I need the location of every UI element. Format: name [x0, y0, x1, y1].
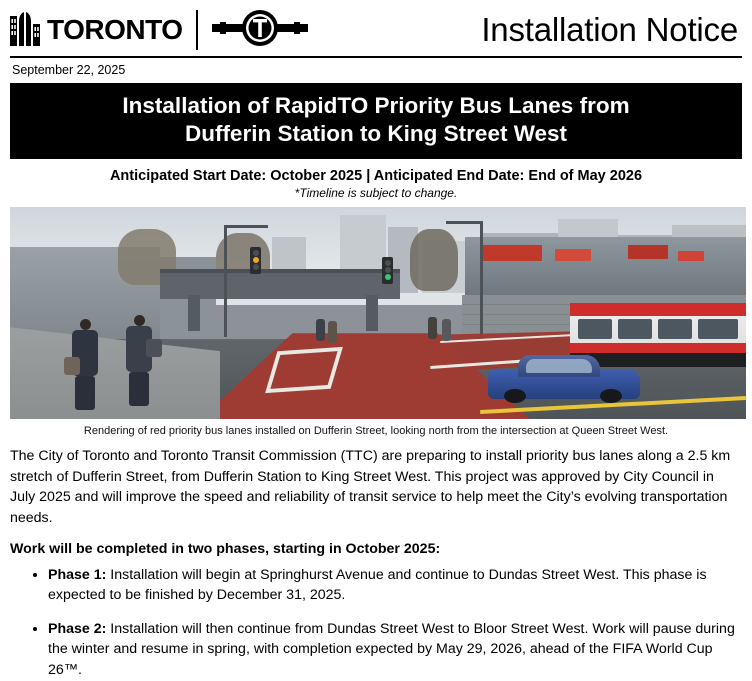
phase-2-label: Phase 2: — [48, 620, 107, 637]
overpass-support — [366, 295, 378, 331]
car-wheel — [600, 389, 622, 403]
pedestrian — [428, 317, 437, 339]
storefront-sign — [628, 245, 668, 259]
pedestrian-backpack — [146, 339, 162, 357]
timeline-disclaimer: *Timeline is subject to change. — [294, 186, 458, 201]
list-item — [48, 619, 744, 681]
streetcar-red-stripe — [570, 303, 746, 316]
pedestrian-head — [80, 319, 91, 330]
signal-arm — [446, 221, 482, 224]
traffic-signal — [250, 247, 261, 274]
page-title: Installation Notice — [481, 11, 738, 48]
pedestrian-legs — [75, 376, 95, 410]
city-of-toronto-logo — [10, 10, 182, 51]
traffic-signal — [382, 257, 393, 284]
streetcar-window — [578, 319, 612, 339]
toronto-wordmark: TORONTO — [47, 14, 183, 45]
document-header — [8, 0, 744, 56]
header-divider — [196, 10, 198, 50]
pedestrian — [328, 321, 337, 343]
signal-red — [253, 250, 259, 256]
pedestrian — [442, 319, 451, 341]
signal-red — [385, 260, 391, 266]
signal-green — [385, 274, 391, 280]
phase-2-text: Installation will then continue from Dundas Street West to Bloor Street West. Work will pause during the winter and resume in spring, with completion expected by May 29, 2026, ahead of the FIFA World Cup 26™. — [48, 620, 735, 678]
blue-car — [488, 355, 640, 401]
ttc-roundel-icon — [212, 8, 308, 53]
streetcar-red-stripe — [570, 343, 746, 353]
overpass-support — [188, 295, 200, 331]
anticipated-dates: Anticipated Start Date: October 2025 | Anticipated End Date: End of May 2026 — [109, 168, 643, 185]
phase-1-label: Phase 1: — [48, 566, 107, 583]
toronto-city-hall-icon — [10, 10, 40, 51]
rendering-figure — [10, 207, 742, 446]
list-item — [48, 565, 744, 606]
streetcar-window — [618, 319, 652, 339]
notice-banner — [10, 83, 742, 159]
signal-arm — [224, 225, 268, 228]
publication-date: September 22, 2025 — [12, 63, 126, 77]
phase-1-text: Installation will begin at Springhurst Avenue and continue to Dundas Street West. This phase is expected to be finished by December 31, 2025. — [48, 566, 707, 604]
banner-line-1: Installation of RapidTO Priority Bus Lanes from — [122, 93, 630, 118]
pedestrian-bag — [64, 357, 80, 375]
storefront-sign — [555, 249, 591, 261]
utility-pole — [480, 221, 483, 339]
storefront-sign — [482, 245, 542, 261]
signal-green — [253, 264, 259, 270]
pedestrian — [316, 319, 325, 341]
banner-line-2: Dufferin Station to King Street West — [184, 121, 568, 147]
signal-amber — [385, 267, 391, 273]
intro-paragraph: The City of Toronto and Toronto Transit Commission (TTC) are preparing to install priority bus lanes along a 2.5 km stretch of Dufferin Street, from Dufferin Station to King Street West. This project was approved by City Council in July 2025 and will improve the speed and reliability of transit service to help meet the City’s evolving transportation needs. — [10, 448, 731, 527]
signal-amber — [253, 257, 259, 263]
storefront-sign — [678, 251, 704, 261]
pedestrian-head — [134, 315, 145, 326]
utility-pole — [224, 225, 227, 337]
car-wheel — [504, 389, 526, 403]
image-caption: Rendering of red priority bus lanes installed on Dufferin Street, looking north from the intersection at Queen Street West. — [83, 425, 669, 438]
streetcar-window — [698, 319, 738, 339]
car-window — [526, 359, 592, 373]
tree — [410, 229, 458, 291]
streetcar-window — [658, 319, 692, 339]
street-rendering-image — [10, 207, 746, 419]
pedestrian-legs — [129, 372, 149, 406]
phases-list — [8, 565, 744, 681]
pedestrian — [126, 315, 152, 406]
diamond-lane-marking — [265, 347, 343, 393]
phases-lead: Work will be completed in two phases, starting in October 2025: — [10, 540, 441, 557]
